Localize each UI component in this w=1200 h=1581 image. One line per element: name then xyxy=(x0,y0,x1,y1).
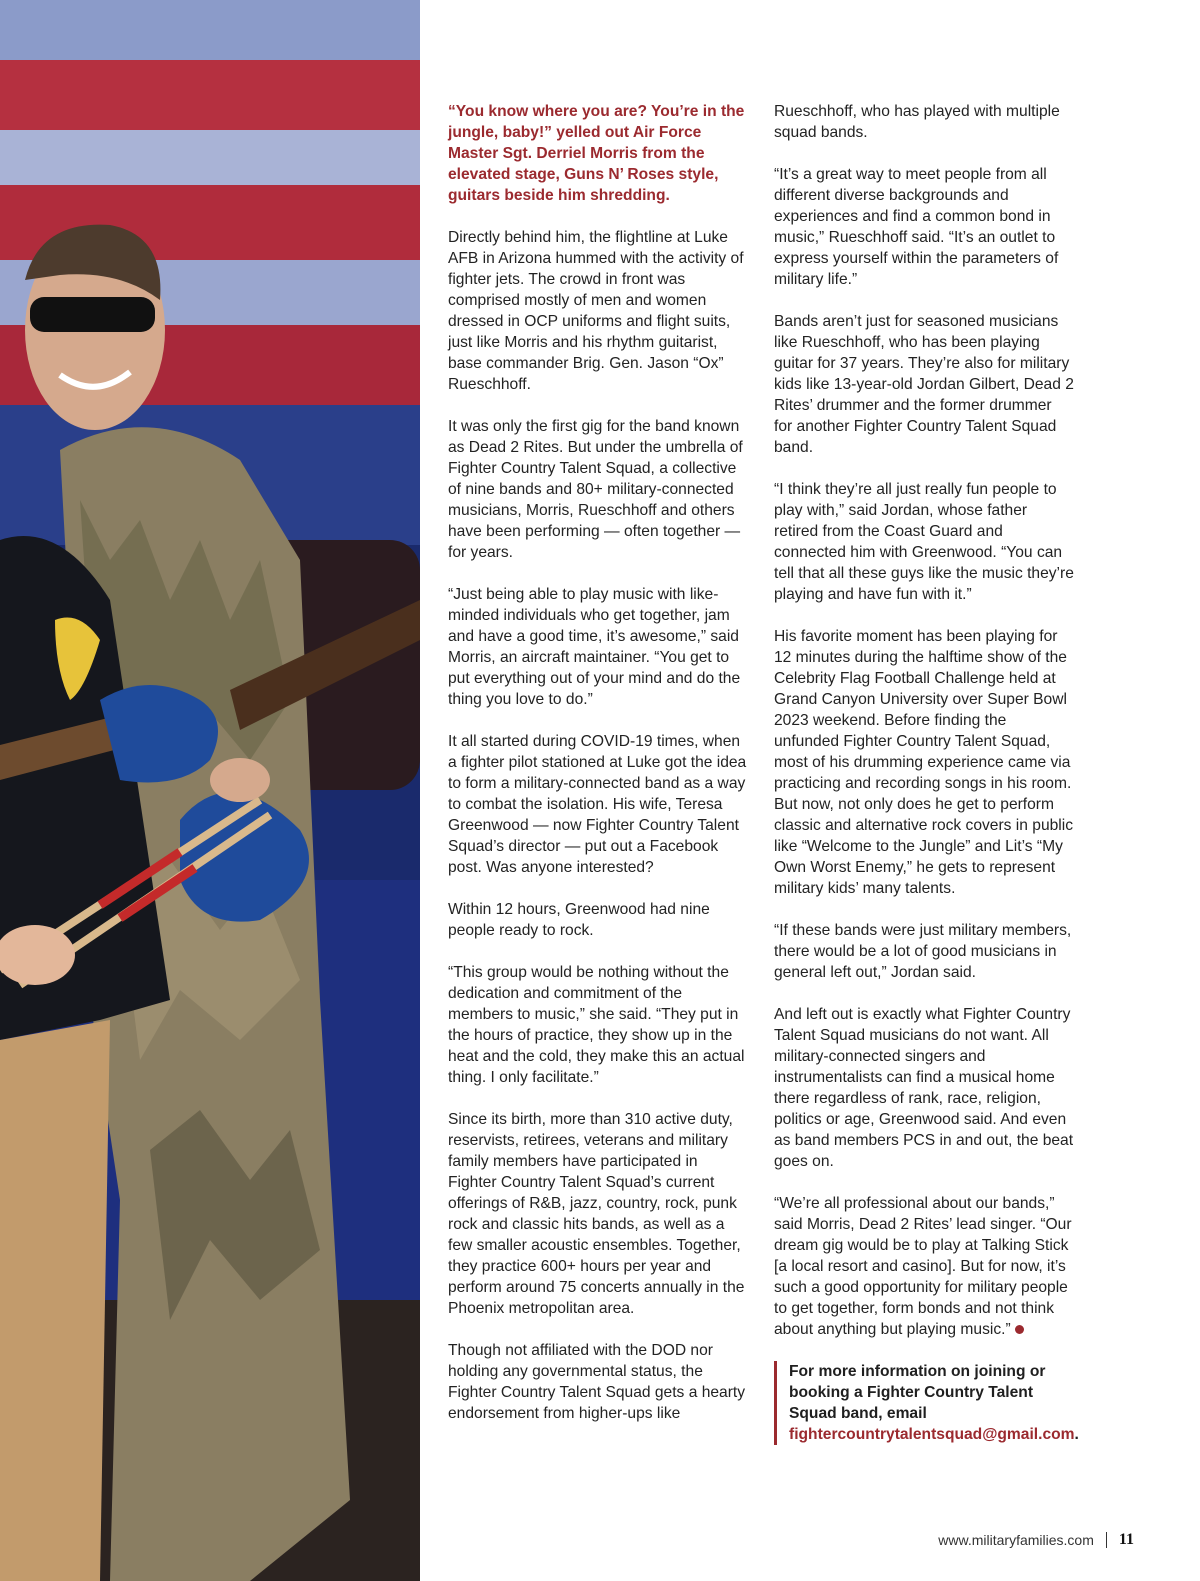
page-number: 11 xyxy=(1118,1531,1134,1548)
paragraph: It was only the first gig for the band known as Dead 2 Rites. But under the umbrella of Fighter Country Talent Squad, a collective of nine bands and 80+ military-connected musicians, Morris, Rueschhoff and others have been performing — often together — for years. xyxy=(448,418,743,561)
callout-suffix: . xyxy=(1074,1426,1079,1443)
info-callout xyxy=(774,1361,1079,1445)
article-column-right xyxy=(774,101,1079,1445)
website-link[interactable]: www.militaryfamilies.com xyxy=(938,1532,1094,1548)
article-photo xyxy=(0,0,420,1581)
closing-paragraph xyxy=(774,1193,1074,1340)
contact-email-link[interactable]: fightercountrytalentsquad@gmail.com xyxy=(789,1426,1075,1443)
paragraph: Directly behind him, the flightline at Luke AFB in Arizona hummed with the activity of fighter jets. The crowd in front was comprised mostly of men and women dressed in OCP uniforms and flight suits, just like Morris and his rhythm guitarist, base commander Brig. Gen. Jason “Ox” Rueschhoff. xyxy=(448,229,744,393)
paragraph: “If these bands were just military members, there would be a lot of good musicians in general left out,” Jordan said. xyxy=(774,922,1072,981)
paragraph: Though not affiliated with the DOD nor holding any governmental status, the Fighter Country Talent Squad gets a hearty endorsement from higher-ups like xyxy=(448,1342,746,1422)
paragraph: It all started during COVID-19 times, when a fighter pilot stationed at Luke got the idea to form a military-connected band as a way to combat the isolation. His wife, Teresa Greenwood — now Fighter Country Talent Squad’s director — put out a Facebook post. Was anyone interested? xyxy=(448,733,747,876)
page-footer xyxy=(938,1528,1134,1552)
paragraph: Bands aren’t just for seasoned musicians like Rueschhoff, who has been playing guitar for 37 years. They’re also for military kids like 13-year-old Jordan Gilbert, Dead 2 Rites’ drummer and the former drummer for another Fighter Country Talent Squad band. xyxy=(774,313,1074,456)
article-column-left xyxy=(448,101,748,1445)
article-lede: “You know where you are? You’re in the jungle, baby!” yelled out Air Force Master Sgt. Derriel Morris from the elevated stage, Guns N’ Roses style, guitars beside him shredding. xyxy=(448,103,745,204)
end-mark-icon xyxy=(1015,1325,1024,1334)
paragraph: Since its birth, more than 310 active duty, reservists, retirees, veterans and military family members have participated in Fighter Country Talent Squad’s current offerings of R&B, jazz, country, rock, punk rock and classic hits bands, as well as a few smaller acoustic ensembles. Together, they practice 600+ hours per year and perform around 75 concerts annually in the Phoenix metropolitan area. xyxy=(448,1111,745,1317)
footer-divider xyxy=(1106,1532,1107,1548)
paragraph: “This group would be nothing without the dedication and commitment of the members to music,” she said. “They put in the hours of practice, they show up in the heat and the cold, they make this an actual thing. I only facilitate.” xyxy=(448,964,745,1086)
callout-text: For more information on joining or booking a Fighter Country Talent Squad band, email xyxy=(789,1363,1046,1422)
paragraph: Rueschhoff, who has played with multiple squad bands. xyxy=(774,103,1060,141)
paragraph: And left out is exactly what Fighter Country Talent Squad musicians do not want. All military-connected singers and instrumentalists can find a musical home there regardless of rank, race, religion, politics or age, Greenwood said. And even as band members PCS in and out, the beat goes on. xyxy=(774,1006,1074,1170)
paragraph: Within 12 hours, Greenwood had nine people ready to rock. xyxy=(448,901,710,939)
paragraph: “Just being able to play music with like-minded individuals who get together, jam and have a good time, it’s awesome,” said Morris, an aircraft maintainer. “You get to put everything out of your mind and do the thing you love to do.” xyxy=(448,586,741,708)
paragraph: “It’s a great way to meet people from all different diverse backgrounds and experiences and find a common bond in music,” Rueschhoff said. “It’s an outlet to express yourself within the parameters of military life.” xyxy=(774,166,1059,288)
paragraph: “I think they’re all just really fun people to play with,” said Jordan, whose father retired from the Coast Guard and connected him with Greenwood. “You can tell that all these guys like the music they’re playing and have fun with it.” xyxy=(774,481,1074,603)
paragraph: His favorite moment has been playing for 12 minutes during the halftime show of the Celebrity Flag Football Challenge held at Grand Canyon University over Super Bowl 2023 weekend. Before finding the unfunded Fighter Country Talent Squad, most of his drumming experience came via practicing and recording songs in his room. But now, not only does he get to perform classic and alternative rock covers in public like “Welcome to the Jungle” and Lit’s “My Own Worst Enemy,” he gets to represent military kids’ many talents. xyxy=(774,628,1074,897)
paragraph-text: “We’re all professional about our bands,” said Morris, Dead 2 Rites’ lead singer. “Our dream gig would be to play at Talking Stick [a local resort and casino]. But for now, it’s such a good opportunity for military people to get together, form bonds and not think about anything but playing music.” xyxy=(774,1195,1072,1338)
